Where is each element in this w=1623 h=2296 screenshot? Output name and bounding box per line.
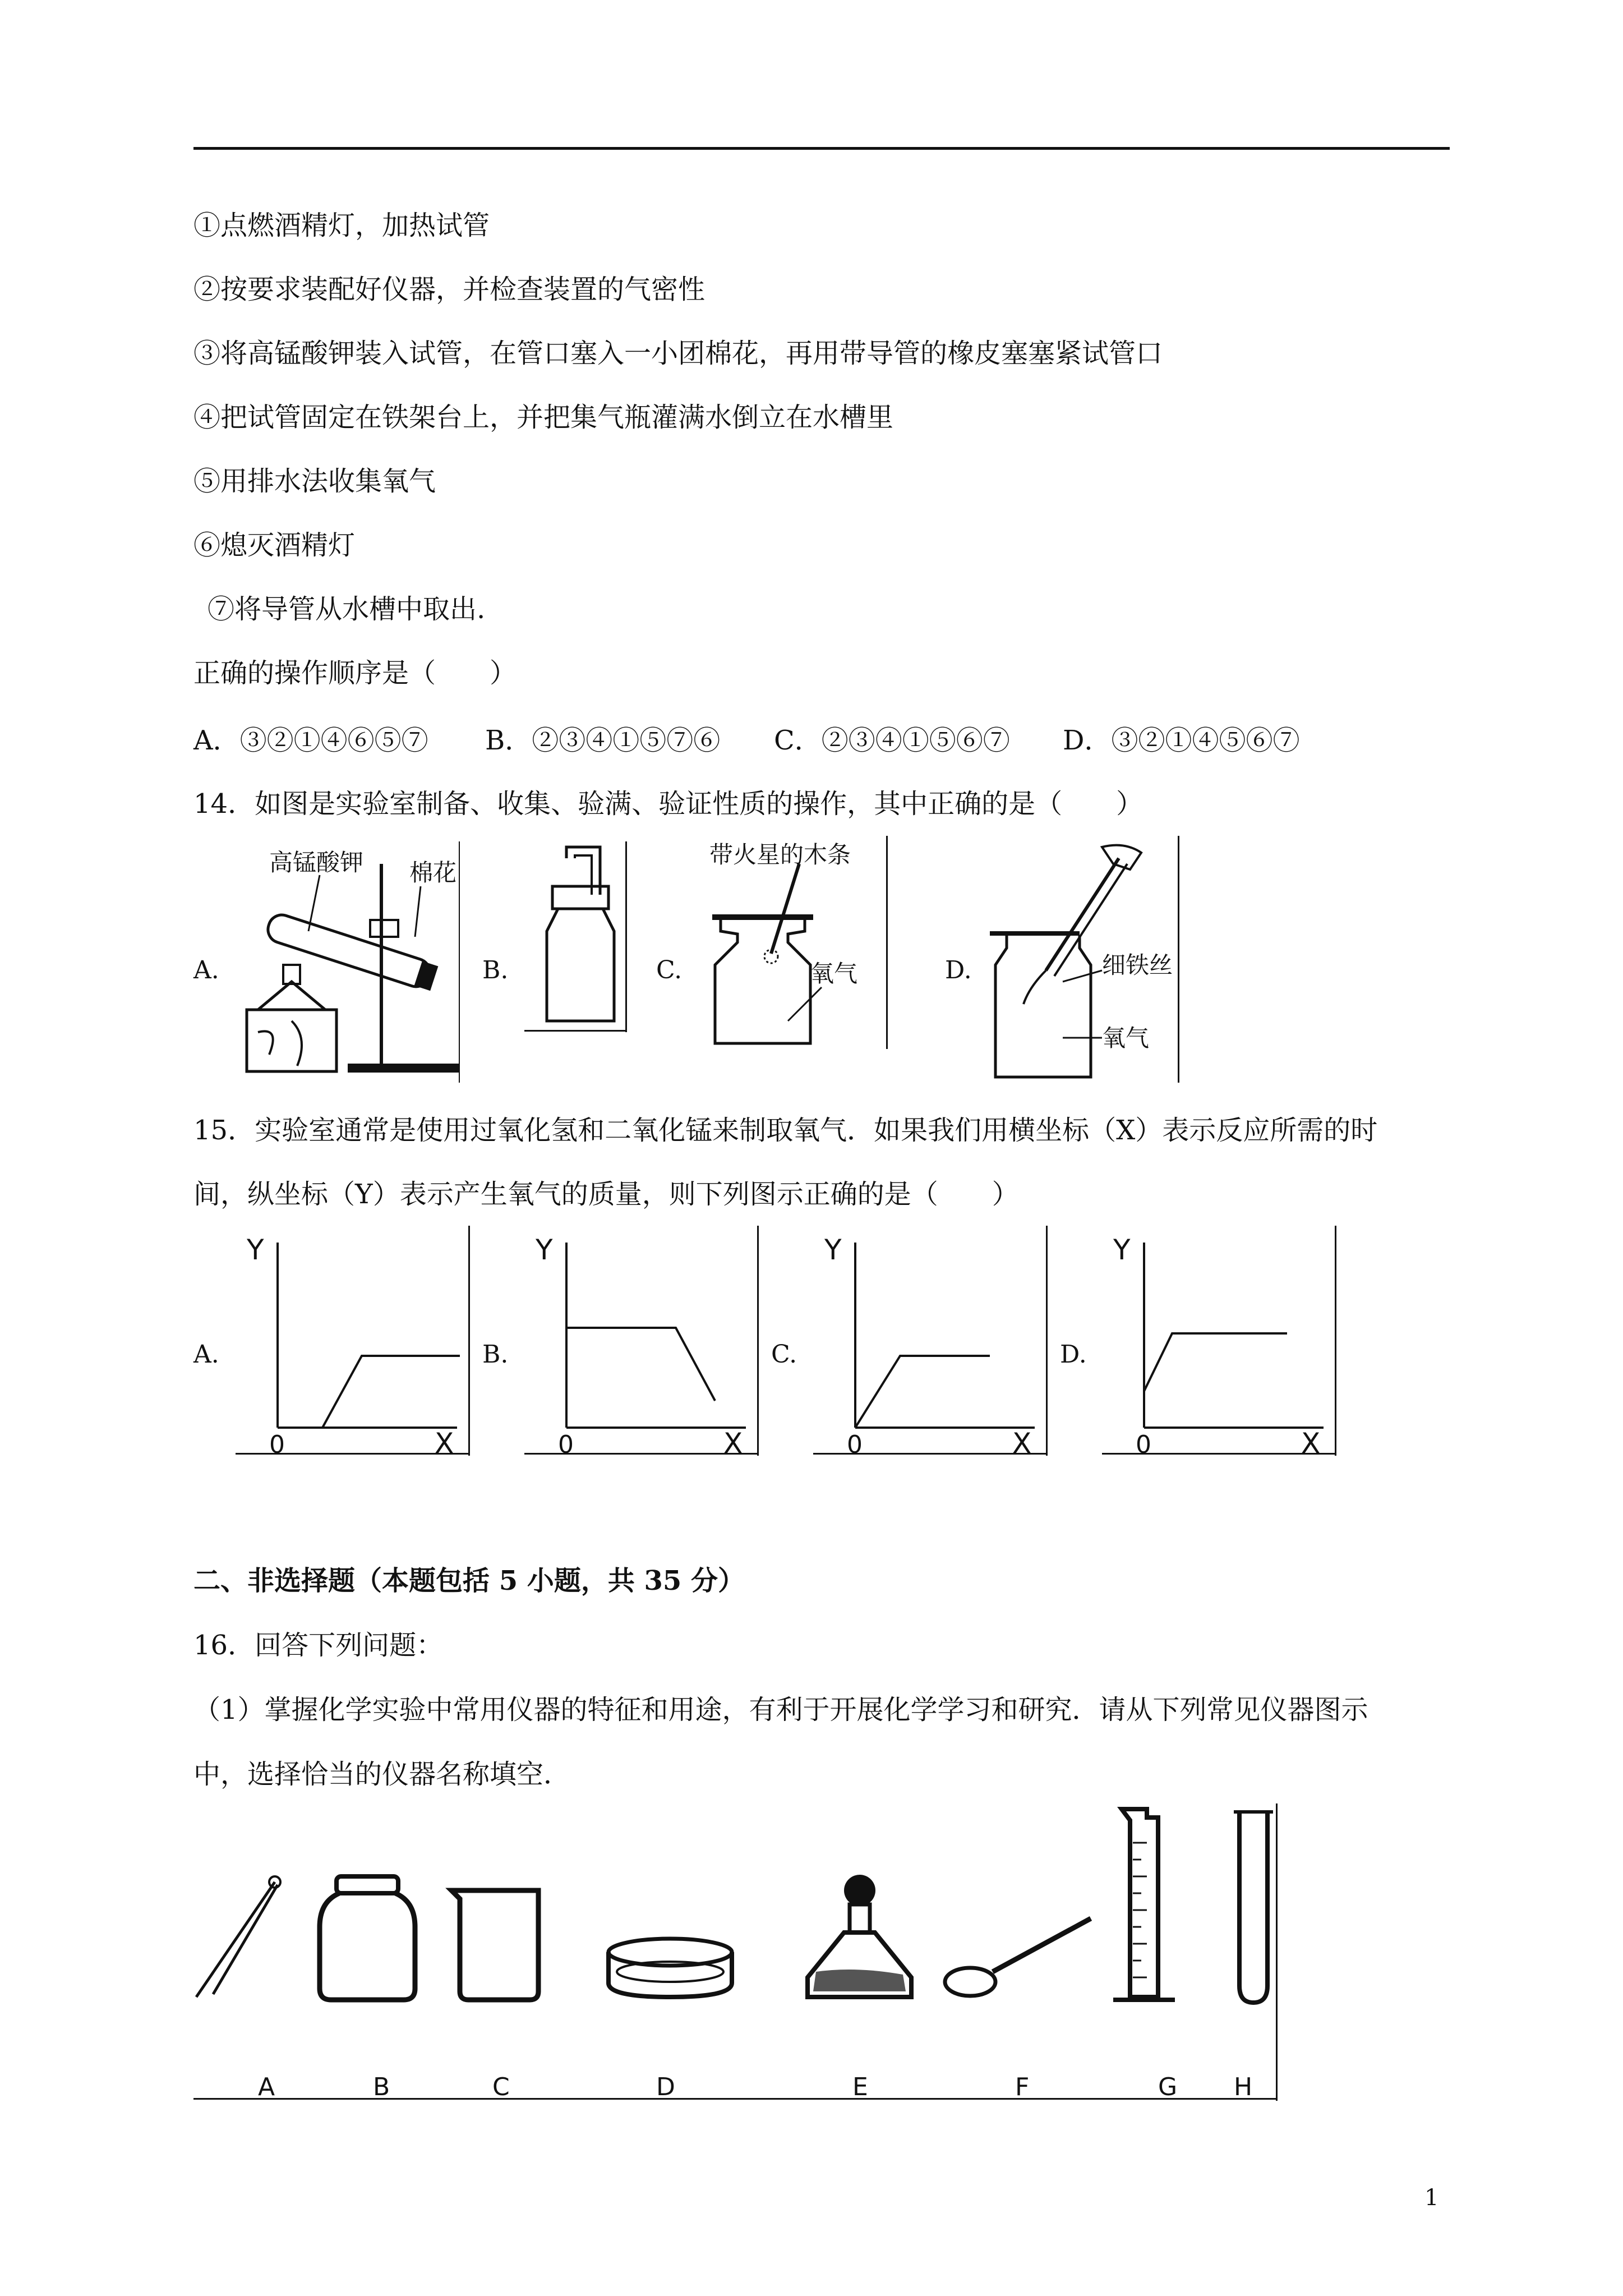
label-potassium-permanganate: 高锰酸钾 — [269, 849, 364, 876]
q13-option-c: C．②③④①⑤⑥⑦ — [774, 725, 1010, 756]
q15-letter-c: C. — [771, 1340, 797, 1369]
x-axis-label: X — [723, 1427, 743, 1456]
instrument-letter-d: D — [656, 2073, 675, 2101]
y-axis-label: Y — [247, 1234, 264, 1266]
q14-figure-a — [236, 841, 460, 1083]
step-5: ⑤用排水法收集氧气 — [193, 466, 436, 497]
instrument-letter-a: A — [258, 2073, 275, 2101]
q14-figure-d — [990, 836, 1181, 1083]
instrument-e-alcohol-lamp — [808, 1875, 911, 1997]
curve-b — [566, 1328, 715, 1401]
step-7: ⑦将导管从水槽中取出. — [208, 593, 486, 625]
section2-title: 二、非选择题（本题包括 5 小题，共 35 分） — [193, 1565, 745, 1596]
step-1: ①点燃酒精灯，加热试管 — [193, 210, 490, 241]
q15-graph-d — [1102, 1226, 1338, 1456]
q14-figure-c — [698, 836, 889, 1049]
instrument-c-beaker — [451, 1890, 538, 2000]
instrument-d-petri-dish — [608, 1939, 732, 1997]
step-3: ③将高锰酸钾装入试管，在管口塞入一小团棉花，再用带导管的橡皮塞塞紧试管口 — [193, 338, 1163, 369]
q14-figure-b — [524, 841, 637, 1032]
y-axis-label: Y — [824, 1234, 842, 1266]
label-oxygen-c: 氧气 — [810, 960, 858, 987]
q15-graph-c — [813, 1226, 1049, 1456]
instrument-letter-f: F — [1015, 2073, 1030, 2101]
label-iron-wire: 细铁丝 — [1102, 951, 1173, 979]
q16-instruments-figure — [193, 1803, 1281, 2106]
page-number: 1 — [1424, 2185, 1439, 2211]
label-cotton: 棉花 — [409, 859, 457, 886]
instrument-b-wide-mouth-bottle — [320, 1876, 415, 2000]
step-2: ②按要求装配好仪器，并检查装置的气密性 — [193, 274, 706, 305]
instrument-g-graduated-cylinder — [1113, 1809, 1175, 2000]
q15-graph-b — [524, 1226, 760, 1456]
q13-option-b: B．②③④①⑤⑦⑥ — [485, 725, 721, 756]
instrument-letter-e: E — [852, 2073, 868, 2101]
instrument-letter-b: B — [373, 2073, 390, 2101]
q14-letter-d: D. — [945, 956, 972, 984]
origin-label: 0 — [558, 1430, 574, 1456]
q15-stem-line2: 间，纵坐标（Y）表示产生氧气的质量，则下列图示正确的是（ ） — [193, 1179, 1019, 1210]
instrument-letter-c: C — [492, 2073, 510, 2101]
y-axis-label: Y — [536, 1234, 553, 1266]
q13-option-d: D．③②①④⑤⑥⑦ — [1063, 725, 1300, 756]
x-axis-label: X — [1012, 1427, 1032, 1456]
origin-label: 0 — [1136, 1430, 1151, 1456]
origin-label: 0 — [847, 1430, 863, 1456]
curve-d — [1144, 1333, 1287, 1391]
q13-stem: 正确的操作顺序是（ ） — [193, 657, 517, 689]
y-axis-label: Y — [1113, 1234, 1131, 1266]
instrument-a-crucible-tongs — [196, 1876, 280, 1997]
q14-letter-b: B. — [482, 956, 509, 984]
step-6: ⑥熄灭酒精灯 — [193, 530, 356, 561]
x-axis-label: X — [1301, 1427, 1321, 1456]
q14-stem: 14．如图是实验室制备、收集、验满、验证性质的操作，其中正确的是（ ） — [193, 788, 1144, 820]
label-oxygen-d: 氧气 — [1102, 1024, 1150, 1052]
instrument-letter-h: H — [1234, 2073, 1253, 2101]
q15-stem-line1: 15．实验室通常是使用过氧化氢和二氧化锰来制取氧气．如果我们用横坐标（X）表示反应所需的时 — [193, 1115, 1378, 1146]
q16-part1-line2: 中，选择恰当的仪器名称填空． — [193, 1759, 571, 1790]
origin-label: 0 — [269, 1430, 285, 1456]
q15-letter-a: A. — [193, 1340, 219, 1369]
q13-option-a: A．③②①④⑥⑤⑦ — [193, 725, 428, 756]
x-axis-label: X — [435, 1427, 454, 1456]
step-4: ④把试管固定在铁架台上，并把集气瓶灌满水倒立在水槽里 — [193, 402, 894, 433]
instrument-f-medicine-spoon — [945, 1918, 1091, 1996]
curve-a — [322, 1356, 460, 1428]
curve-c — [855, 1356, 990, 1428]
q15-graph-a — [236, 1226, 471, 1456]
q16-part1-line1: （1）掌握化学实验中常用仪器的特征和用途，有利于开展化学学习和研究．请从下列常见仪器图示 — [193, 1694, 1368, 1726]
label-glowing-splint: 带火星的木条 — [709, 841, 851, 868]
q15-letter-b: B. — [482, 1340, 509, 1369]
header-rule — [193, 147, 1450, 150]
q15-letter-d: D. — [1060, 1340, 1087, 1369]
instrument-letter-g: G — [1158, 2073, 1178, 2101]
q14-letter-c: C. — [656, 956, 683, 984]
q16-stem: 16．回答下列问题： — [193, 1630, 444, 1661]
instrument-h-test-tube — [1234, 1812, 1273, 2003]
q14-letter-a: A. — [193, 956, 219, 984]
